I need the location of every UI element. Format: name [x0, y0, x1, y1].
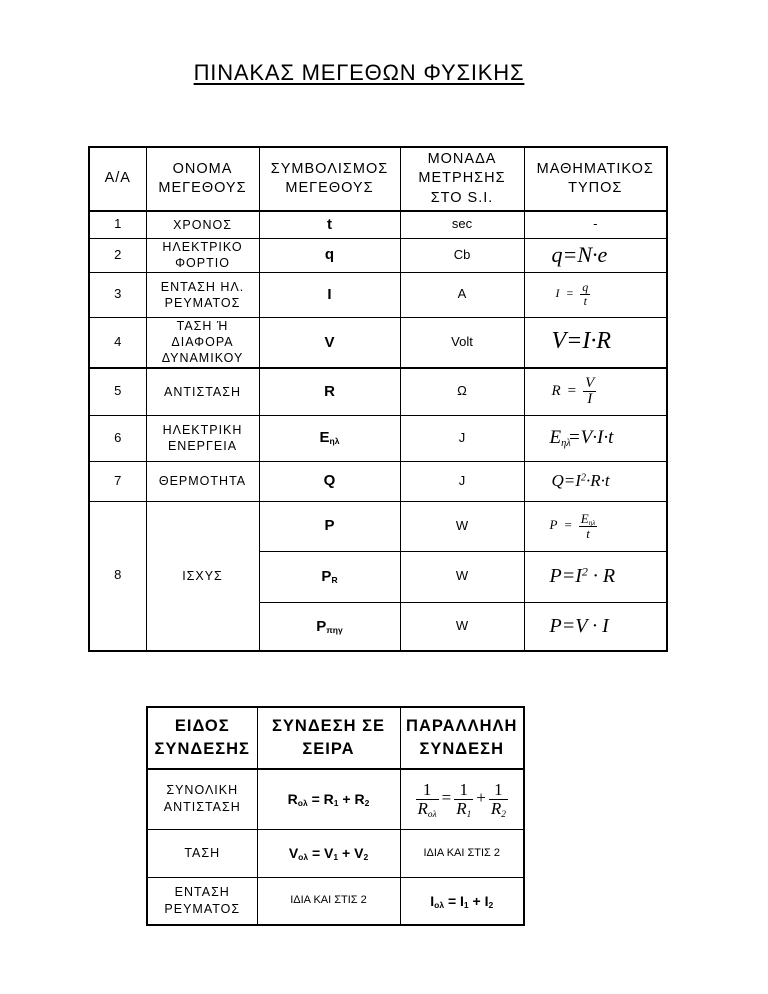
cell-symbol: [259, 415, 400, 461]
table-row: [89, 211, 667, 238]
equals-sign: =: [311, 791, 320, 808]
denominator-base: R: [456, 798, 467, 818]
plus-sign: +: [476, 788, 486, 808]
name-line: ΗΛΕΚΤΡΙΚΗ: [162, 423, 243, 437]
cell-no: 3: [89, 272, 146, 317]
equals-sign: =: [441, 788, 452, 808]
table-row: [147, 769, 524, 829]
symbol-base: t: [327, 216, 332, 234]
symbol-base: R: [324, 383, 335, 401]
term: R: [287, 791, 298, 808]
formula-subscript: ηλ: [561, 438, 571, 450]
name-line: ΔΥΝΑΜΙΚΟΥ: [161, 351, 244, 366]
term-subscript: ολ: [297, 798, 308, 809]
header-line: ΣΤΟ S.I.: [430, 189, 494, 206]
fraction-denominator: t: [586, 525, 590, 541]
cell-symbol: [259, 461, 400, 501]
header-line: ΜΕΤΡΗΣΗΣ: [418, 170, 506, 187]
cell-name: [146, 272, 259, 317]
cell-name: [146, 368, 259, 415]
label-line: ΕΝΤΑΣΗ: [174, 884, 230, 899]
fraction: [580, 281, 590, 307]
fraction-numerator: 1: [416, 781, 439, 800]
name-line: ΦΟΡΤΙΟ: [175, 256, 230, 270]
cell-symbol: [259, 602, 400, 651]
header-unit: [400, 147, 524, 211]
term: I: [430, 892, 435, 909]
cell-no: 7: [89, 461, 146, 501]
symbol-base: P: [321, 567, 332, 585]
term-subscript: 1: [463, 899, 469, 910]
symbol-subscript: ηλ: [329, 436, 340, 447]
fraction-denominator: t: [583, 294, 587, 308]
fraction: [454, 781, 473, 818]
fraction-numerator: 1: [454, 781, 473, 800]
fraction-numerator: [579, 512, 598, 527]
cell-symbol: [259, 272, 400, 317]
page-title: ΠΙΝΑΚΑΣ ΜΕΓΕΘΩΝ ΦΥΣΙΚΗΣ: [193, 60, 525, 85]
term-subscript: 2: [363, 851, 369, 862]
fraction: [416, 781, 439, 818]
table-row: [89, 368, 667, 415]
term-subscript: 1: [333, 851, 339, 862]
cell-formula: [524, 602, 667, 651]
term-subscript: 2: [364, 798, 370, 809]
table-row: [147, 829, 524, 877]
header-line: ΣΥΝΔΕΣΗ ΣΕ: [272, 717, 385, 735]
cell-formula: [524, 238, 667, 272]
term: I: [484, 892, 489, 909]
table-row: [89, 317, 667, 368]
cell-series-text: ΙΔΙΑ ΚΑΙ ΣΤΙΣ 2: [257, 877, 400, 925]
fraction-denominator: [416, 800, 439, 818]
header-row: [147, 707, 524, 769]
symbol-base: I: [327, 285, 332, 303]
cell-symbol: [259, 317, 400, 368]
cell-formula: [524, 272, 667, 317]
cell-unit: Ω: [400, 368, 524, 415]
cell-unit: Volt: [400, 317, 524, 368]
term-subscript: 2: [488, 899, 494, 910]
formula: [549, 510, 598, 541]
label-line: ΑΝΤΙΣΤΑΣΗ: [163, 800, 241, 815]
term-subscript: ολ: [298, 851, 309, 862]
term-subscript: 1: [333, 798, 339, 809]
connection-types-table: [146, 706, 525, 926]
header-line: ΣΥΝΔΕΣΗΣ: [154, 740, 250, 758]
header-name: [146, 147, 259, 211]
cell-formula: [524, 211, 667, 238]
term: V: [354, 844, 364, 861]
header-line: ΜΕΓΕΘΟΥΣ: [158, 180, 247, 196]
symbol-base: P: [324, 517, 335, 535]
cell-no: 1: [89, 211, 146, 238]
header-line: ΣΥΝΔΕΣΗ: [419, 740, 504, 758]
name-line: ΡΕΥΜΑΤΟΣ: [164, 295, 241, 310]
equals-sign: =: [567, 383, 577, 400]
table-row: [89, 415, 667, 461]
header-line: ΕΙΔΟΣ: [174, 717, 230, 735]
formula-text: V=I·R: [551, 328, 612, 355]
formula-text: -: [593, 216, 598, 232]
header-row: [89, 147, 667, 211]
symbol-base: E: [319, 429, 330, 447]
fraction-numerator: 1: [489, 781, 508, 800]
plus-sign: +: [342, 844, 351, 861]
fraction: [583, 376, 596, 409]
equals-sign: =: [564, 516, 572, 532]
fraction-denominator: I: [587, 391, 593, 408]
denominator-base: R: [417, 798, 428, 818]
term: R: [354, 791, 365, 808]
cell-symbol: [259, 211, 400, 238]
cell-unit: W: [400, 501, 524, 551]
cell-no: 4: [89, 317, 146, 368]
header-line: ΜΕΓΕΘΟΥΣ: [285, 180, 374, 196]
formula: [550, 565, 616, 587]
cell-symbol: [259, 551, 400, 602]
cell-parallel-formula: [400, 877, 524, 925]
fraction: [579, 512, 598, 540]
table-row: [89, 272, 667, 317]
cell-no: 5: [89, 368, 146, 415]
cell-name: [146, 501, 259, 651]
formula-post: · R: [587, 565, 616, 587]
header-line: ΠΑΡΑΛΛΗΛΗ: [406, 717, 518, 735]
header-no: [89, 147, 146, 211]
cell-formula: [524, 551, 667, 602]
cell-name: [146, 415, 259, 461]
cell-formula: [524, 501, 667, 551]
denominator-subscript: 2: [501, 809, 506, 820]
name-line: ΕΝΤΑΣΗ ΗΛ.: [160, 279, 245, 294]
cell-unit: sec: [400, 211, 524, 238]
fraction-numerator: q: [582, 280, 589, 295]
header-line: ΤΥΠΟΣ: [568, 180, 623, 196]
cell-unit: W: [400, 602, 524, 651]
name-line: ΘΕΡΜΟΤΗΤΑ: [158, 474, 247, 488]
cell-symbol: [259, 238, 400, 272]
header-line: ΜΑΘΗΜΑΤΙΚΟΣ: [536, 160, 654, 177]
term-subscript: ολ: [434, 899, 445, 910]
formula-pre: Q=I: [551, 470, 581, 490]
cell-series-formula: [257, 769, 400, 829]
plus-sign: +: [342, 791, 351, 808]
cell-label: [147, 877, 257, 925]
cell-label: [147, 829, 257, 877]
header-line: ΣΕΙΡΑ: [302, 740, 355, 758]
equals-sign: =: [311, 844, 321, 861]
cell-unit: W: [400, 551, 524, 602]
denominator-subscript: ολ: [427, 809, 437, 820]
name-line: ΤΑΣΗ Ή: [176, 319, 229, 334]
cell-unit: J: [400, 415, 524, 461]
cell-parallel-text: ΙΔΙΑ ΚΑΙ ΣΤΙΣ 2: [400, 829, 524, 877]
numerator-subscript: ηλ: [588, 519, 596, 527]
term: V: [288, 844, 299, 861]
cell-unit: A: [400, 272, 524, 317]
cell-no: 2: [89, 238, 146, 272]
formula-lhs: R: [551, 383, 561, 400]
formula-text: q=N·e: [551, 242, 608, 268]
formula: [555, 280, 591, 308]
name-line: ΗΛΕΚΤΡΙΚΟ: [162, 240, 243, 254]
term: I: [460, 892, 464, 909]
cell-symbol: [259, 501, 400, 551]
cell-formula: [524, 461, 667, 501]
fraction-denominator: [489, 800, 508, 818]
formula-text: P=V · I: [549, 614, 609, 637]
symbol-base: P: [316, 617, 327, 635]
symbol-subscript: πηγ: [326, 624, 343, 635]
formula: [550, 427, 614, 448]
cell-unit: J: [400, 461, 524, 501]
label-line: ΡΕΥΜΑΤΟΣ: [164, 901, 241, 916]
plus-sign: +: [472, 892, 481, 909]
header-symbol: [259, 147, 400, 211]
header-line: Α/Α: [104, 170, 131, 187]
cell-symbol: [259, 368, 400, 415]
table-row: [89, 238, 667, 272]
symbol-base: q: [324, 246, 335, 264]
label-line: ΤΑΣΗ: [184, 845, 221, 860]
symbol-base: V: [324, 333, 335, 351]
denominator-base: R: [490, 798, 502, 818]
denominator-subscript: 1: [466, 809, 472, 820]
cell-name: [146, 461, 259, 501]
name-line: ΔΙΑΦΟΡΑ: [171, 335, 234, 350]
formula-superscript: 2: [581, 564, 588, 579]
formula-lhs: P: [549, 516, 558, 532]
header-formula: [524, 147, 667, 211]
term: V: [324, 844, 334, 861]
cell-name: [146, 238, 259, 272]
physical-quantities-table: [88, 146, 668, 652]
cell-name: [146, 211, 259, 238]
name-line: ΙΣΧΥΣ: [182, 568, 223, 583]
cell-no: 6: [89, 415, 146, 461]
table-row: [89, 461, 667, 501]
header-line: ΣΥΜΒΟΛΙΣΜΟΣ: [270, 160, 389, 177]
cell-parallel-formula: [400, 769, 524, 829]
header-line: ΜΟΝΑΔΑ: [427, 150, 497, 167]
cell-unit: Cb: [400, 238, 524, 272]
formula-superscript: 2: [580, 472, 587, 484]
cell-formula: [524, 368, 667, 415]
numerator-base: E: [580, 510, 589, 526]
header-parallel: [400, 707, 524, 769]
formula-base: E: [549, 427, 562, 449]
equals-sign: =: [447, 892, 457, 909]
cell-name: [146, 317, 259, 368]
label-line: ΣΥΝΟΛΙΚΗ: [166, 783, 239, 798]
formula-rest: =V·I·t: [567, 427, 614, 449]
name-line: ΧΡΟΝΟΣ: [173, 217, 232, 232]
equals-sign: =: [566, 286, 574, 301]
name-line: ΕΝΕΡΓΕΙΑ: [167, 439, 238, 453]
header-series: [257, 707, 400, 769]
formula-post: ·R·t: [586, 470, 610, 490]
cell-series-formula: [257, 829, 400, 877]
term: R: [323, 791, 334, 808]
cell-formula: [524, 317, 667, 368]
formula-pre: P=I: [549, 565, 582, 587]
fraction: [489, 781, 508, 818]
symbol-base: Q: [323, 472, 336, 490]
formula: [552, 471, 610, 490]
cell-formula: [524, 415, 667, 461]
fraction-denominator: [454, 800, 473, 818]
header-type: [147, 707, 257, 769]
cell-label: [147, 769, 257, 829]
header-line: ΟΝΟΜΑ: [172, 160, 233, 177]
formula-lhs: I: [555, 286, 560, 301]
cell-no: 8: [89, 501, 146, 651]
fraction-numerator: V: [585, 374, 595, 391]
table-row: [147, 877, 524, 925]
table-row: [89, 501, 667, 551]
formula: [551, 374, 597, 408]
symbol-subscript: R: [331, 574, 338, 585]
name-line: ΑΝΤΙΣΤΑΣΗ: [164, 384, 241, 399]
